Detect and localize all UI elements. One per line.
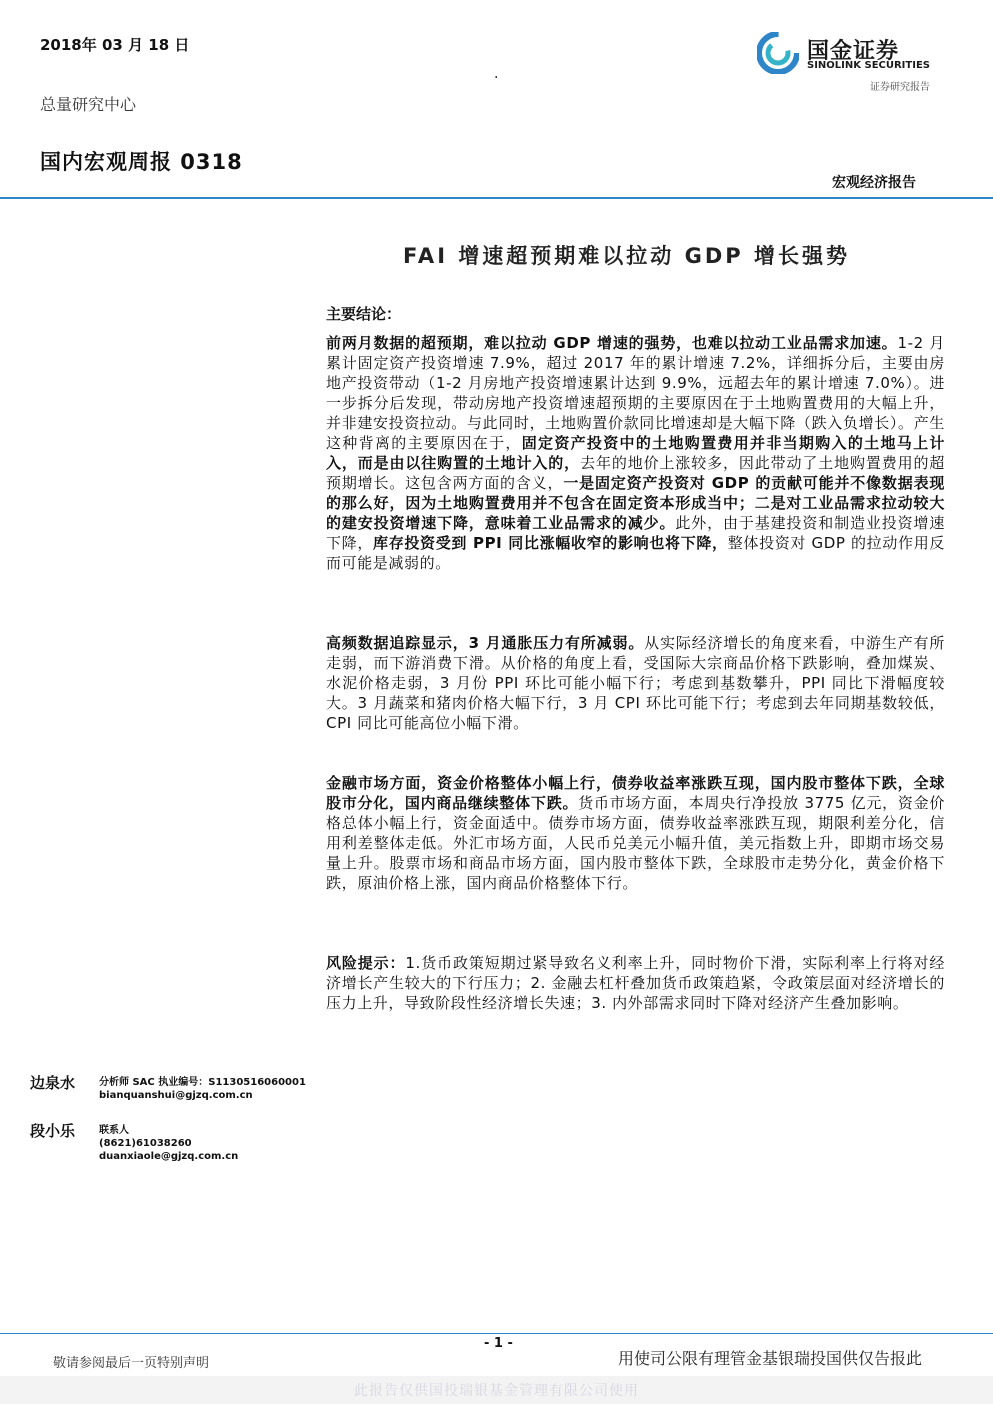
analyst-email[interactable]: bianquanshui@gjzq.com.cn [99,1090,253,1101]
paragraph-risk [326,953,945,1013]
p1-bold-1: 前两月数据的超预期，难以拉动 GDP 增速的强势，也难以拉动工业品需求加速。 [326,334,898,352]
footer-disclaimer: 敬请参阅最后一页特别声明 [53,1356,210,1371]
header-dot: . [494,66,499,82]
page-number: - 1 - [484,1336,513,1351]
analyst-name: 边泉水 [30,1074,76,1092]
footer-divider [0,1333,993,1334]
contact-email[interactable]: duanxiaole@gjzq.com.cn [99,1151,239,1162]
p4-bold-1: 风险提示： [326,954,406,972]
p4-text-1: 1.货币政策短期过紧导致名义利率上升，同时物价下滑，实际利率上行将对经济增长产生较大的下行压力；2. 金融去杠杆叠加货币政策趋紧，令政策层面对经济增长的压力上升，导致阶段性经济增长失速；3. 内外部需求同时下降对经济产生叠加影响。 [326,954,945,1012]
sinolink-logo-icon [757,32,799,74]
logo-name-en: SINOLINK SECURITIES [807,60,930,71]
report-title: 国内宏观周报 0318 [40,150,243,174]
report-type: 宏观经济报告 [832,175,916,191]
p1-text-3: 此外，由于基建投资和制造业投资增速下降， [326,514,946,552]
paragraph-inflation [326,633,945,733]
analyst-card [30,1072,320,1112]
header-divider [0,197,993,199]
logo-subtitle: 证券研究报告 [870,82,930,93]
p1-bold-2: 固定资产投资中的土地购置费用并非当期购入的土地马上计入，而是由以往购置的土地计入的， [326,434,945,472]
p1-bold-3: 一是固定资产投资对 GDP 的贡献可能并不像数据表现的那么好，因为土地购置费用并不包含在固定资本形成当中；二是对工业品需求拉动较大的建安投资增速下降，意味着工业品需求的减少。 [326,474,945,532]
contact-info [99,1124,238,1163]
p1-bold-4: 库存投资受到 PPI 同比涨幅收窄的影响也将下降， [373,534,728,552]
footer-watermark: 此报告仅供国投瑞银基金管理有限公司使用 [354,1383,639,1399]
footer-reversed-notice: 用使司公限有理管金基银瑞投国供仅告报此 [618,1349,923,1368]
analyst-info [99,1076,306,1102]
p2-text-1: 从实际经济增长的角度来看，中游生产有所走弱，而下游消费下滑。从价格的角度上看，受国际大宗商品价格下跌影响，叠加煤炭、水泥价格走弱，3 月份 PPI 环比可能小幅下行；考虑到基数攀升，PPI 同比下滑幅度较大。3 月蔬菜和猪肉价格大幅下行，3 月 CPI 环比可能下行；考虑到去年同期基数较低，CPI 同比可能高位小幅下滑。 [326,634,945,732]
paragraph-financial-markets [326,773,945,893]
contact-name: 段小乐 [30,1122,76,1140]
p1-text-1: 1-2 月累计固定资产投资增速 7.9%，超过 2017 年的累计增速 7.2%，详细拆分后，主要由房地产投资带动（1-2 月房地产投资增速累计达到 9.9%，远超去年的累计增速 7.0%）。进一步拆分后发现，带动房地产投资增速超预期的主要原因在于土地购置费用的大幅上升，并非建安投资拉动。与此同时，土地购置价款同比增速却是大幅下降（跌入负增长）。产生这种背离的主要原因在于， [326,334,945,452]
section-label: 主要结论： [326,305,402,323]
p1-text-2: 去年的地价上涨较多，因此带动了土地购置费用的超预期增长。这包含两方面的含义， [326,454,945,492]
department-label: 总量研究中心 [40,95,137,114]
logo-name-cn: 国金证券 [807,39,900,64]
p3-bold-1: 金融市场方面，资金价格整体小幅上行，债券收益率涨跌互现，国内股市整体下跌，全球股市分化，国内商品继续整体下跌。 [326,774,945,812]
contact-role: 联系人 [99,1125,129,1136]
report-headline: FAI 增速超预期难以拉动 GDP 增长强势 [403,244,850,268]
analyst-role: 分析师 SAC 执业编号：S1130516060001 [99,1077,306,1088]
paragraph-fai [326,333,945,573]
main-content [326,303,946,1012]
p2-bold-1: 高频数据追踪显示，3 月通胀压力有所减弱。 [326,634,645,652]
company-logo [757,30,947,100]
p3-text-1: 货币市场方面，本周央行净投放 3775 亿元，资金价格总体小幅上行，资金面适中。债券市场方面，债券收益率涨跌互现，期限利差分化，信用利差整体走低。外汇市场方面，人民币兑美元小幅升值，美元指数上升，即期市场交易量上升。股票市场和商品市场方面，国内股市整体下跌，全球股市走势分化，黄金价格下跌，原油价格上涨，国内商品价格整体下行。 [326,794,945,892]
contact-phone: (8621)61038260 [99,1138,192,1149]
report-date: 2018年 03 月 18 日 [40,36,190,54]
contact-card [30,1120,320,1170]
p1-text-4: 整体投资对 GDP 的拉动作用反而可能是减弱的。 [326,534,945,572]
